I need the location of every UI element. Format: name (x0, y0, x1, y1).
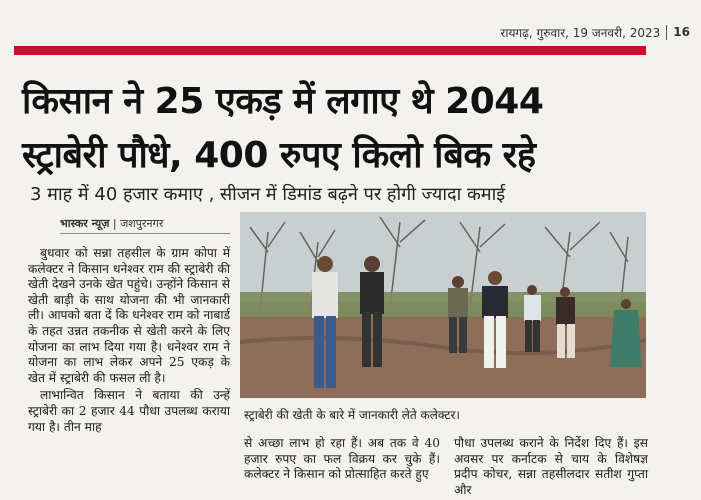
byline-source: भास्कर न्यूज़ (60, 217, 110, 230)
subheadline: 3 माह में 40 हजार कमाए , सीजन में डिमांड बढ़ने पर होगी ज्यादा कमाई (30, 184, 506, 205)
news-photo-illustration (240, 212, 646, 398)
headline-line-2: स्ट्राबेरी पौधे, 400 रुपए किलो बिक रहे (22, 135, 536, 176)
page-number: 16 (673, 25, 690, 39)
dateline-divider (666, 25, 667, 40)
dateline (420, 22, 690, 42)
byline-place: जशपुरनगर (120, 217, 164, 230)
date-text: रायगढ़, गुरुवार, 19 जनवरी, 2023 (500, 25, 661, 40)
article-paragraph: बुधवार को सन्ना तहसील के ग्राम कोपा में कलेक्टर ने किसान धनेश्वर राम की स्ट्राबेरी की खेती देखने उनके खेत पहुंचे। उन्होंने किसान से खेती बाड़ी के साथ योजना की भी जानकारी ली। आपको बता दें कि धनेश्वर राम को नाबार्ड के तहत उन्नत तकनीक से खेती करने के लिए योजना का लाभ दिया गया है। धनेश्वर राम ने योजना का लाभ लेकर अपने 25 एकड़ के खेत में स्ट्राबेरी की फसल ली है। (28, 246, 230, 385)
photo-caption: स्ट्राबेरी की खेती के बारे में जानकारी लेते कलेक्टर। (244, 408, 460, 422)
news-photo (240, 212, 646, 398)
header-rule (14, 46, 646, 55)
byline: भास्कर न्यूज़ | जशपुरनगर (60, 216, 230, 234)
headline-line-1: किसान ने 25 एकड़ में लगाए थे 2044 (22, 81, 544, 122)
article-column-1 (28, 246, 230, 437)
article-paragraph: लाभान्वित किसान ने बताया की उन्हें स्ट्राबेरी का 2 हजार 44 पौधा उपलब्ध कराया गया है। तीन माह (28, 388, 230, 434)
article-column-3: पौधा उपलब्ध कराने के निर्देश दिए हैं। इस अवसर पर कर्नाटक से चाय के विशेषज्ञ प्रदीप कोचर, सन्ना तहसीलदार सतीश गुप्ता और (454, 436, 648, 497)
article-column-2: से अच्छा लाभ हो रहा हैं। अब तक वे 40 हजार रुपए का फल विक्रय कर चुके हैं। कलेक्टर ने किसान को प्रोत्साहित करते हुए (244, 436, 440, 482)
